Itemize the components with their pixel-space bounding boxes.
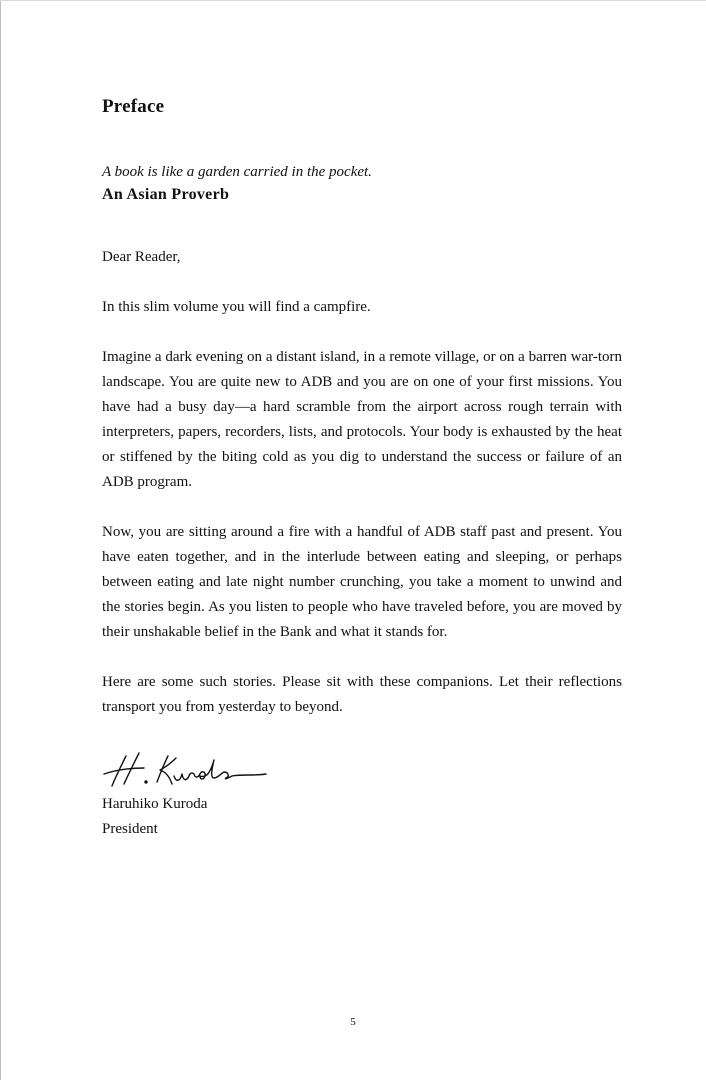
signatory-title: President: [102, 821, 158, 837]
preface-content: [102, 95, 622, 842]
page-number: 5: [350, 1016, 356, 1028]
paragraph-4: Here are some such stories. Please sit with these companions. Let their reflections transport you from yesterday to beyond.: [102, 674, 622, 715]
epigraph-quote: A book is like a garden carried in the pocket.: [102, 164, 372, 180]
paragraph-3: Now, you are sitting around a fire with a handful of ADB staff past and present. You have eaten together, and in the interlude between eating and sleeping, or perhaps between eating and late night number crunching, you take a moment to unwind and the stories begin. As you listen to people who have traveled before, you are moved by their unshakable belief in the Bank and what it stands for.: [102, 524, 622, 640]
epigraph-source: An Asian Proverb: [102, 186, 230, 203]
salutation: Dear Reader,: [102, 249, 181, 265]
paragraph-1: In this slim volume you will find a campfire.: [102, 299, 371, 315]
signatory-name: Haruhiko Kuroda: [102, 796, 208, 812]
page-title: Preface: [102, 96, 165, 117]
paragraph-2: Imagine a dark evening on a distant island, in a remote village, or on a barren war-torn landscape. You are quite new to ADB and you are on one of your first missions. You have had a busy day—a hard scramble from the airport across rough terrain with interpreters, papers, recorders, lists, and protocols. Your body is exhausted by the heat or stiffened by the biting cold as you dig to understand the success or failure of an ADB program.: [102, 349, 622, 490]
handwritten-signature: [102, 748, 272, 792]
page-edge-top: [0, 0, 706, 1]
page-edge-left: [0, 0, 1, 1080]
